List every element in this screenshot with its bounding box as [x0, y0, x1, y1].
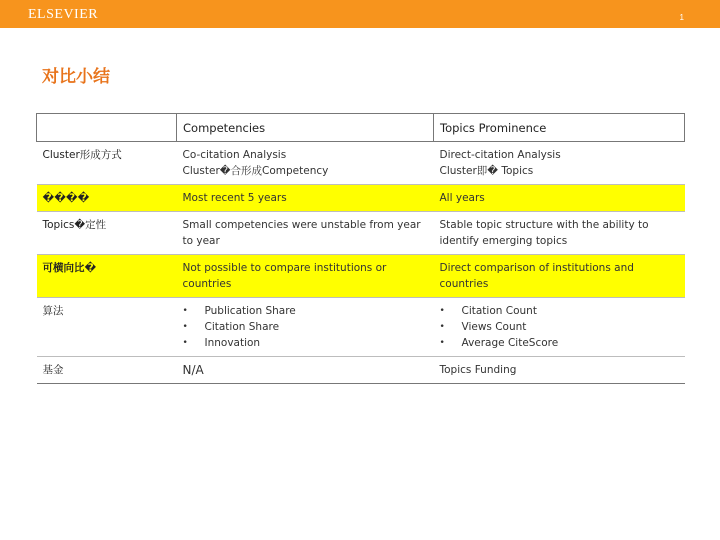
table-row-time-window — [37, 185, 685, 212]
cell-text: Cluster�合形成Competency — [182, 165, 329, 177]
competencies-cell: N/A — [177, 357, 434, 384]
competencies-cell: Not possible to compare institutions or countries — [177, 255, 434, 298]
page-number: 1 — [679, 13, 684, 22]
competencies-cell — [177, 185, 434, 212]
row-label: 算法 — [37, 298, 177, 357]
bullet-list — [440, 303, 679, 351]
topics-cell: Topics Funding — [434, 357, 685, 384]
bullet-list — [183, 303, 428, 351]
cell-text: Direct-citation Analysis — [439, 149, 561, 161]
row-label: Cluster形成方式 — [37, 142, 177, 185]
cell-text: All years — [439, 192, 485, 204]
competencies-cell — [177, 298, 434, 357]
list-item: • Citation Count — [440, 303, 679, 319]
table-row-funding — [37, 357, 685, 384]
table-header-row — [37, 114, 685, 142]
cell-text: Cluster即� Topics — [439, 165, 534, 177]
list-item: • Average CiteScore — [440, 335, 679, 351]
row-label: 基金 — [37, 357, 177, 384]
header-cell-empty — [37, 114, 177, 142]
table-row-algorithm — [37, 298, 685, 357]
list-item: • Publication Share — [183, 303, 428, 319]
header-bar — [0, 0, 720, 28]
row-label: ���� — [37, 185, 177, 212]
elsevier-logo: ELSEVIER — [28, 7, 99, 22]
header-cell-topics-prominence: Topics Prominence — [434, 114, 685, 142]
competencies-cell: Small competencies were unstable from year to year — [177, 212, 434, 255]
row-label: Topics�定性 — [37, 212, 177, 255]
table-row-comparability — [37, 255, 685, 298]
comparison-table — [36, 113, 685, 384]
topics-cell: Direct comparison of institutions and countries — [434, 255, 685, 298]
topics-cell — [434, 142, 685, 185]
list-item: • Views Count — [440, 319, 679, 335]
cell-text: Co-citation Analysis — [182, 149, 287, 161]
topics-cell — [434, 298, 685, 357]
list-item: • Innovation — [183, 335, 428, 351]
topics-cell: Stable topic structure with the ability to identify emerging topics — [434, 212, 685, 255]
header-cell-competencies: Competencies — [177, 114, 434, 142]
slide-title: 对比小结 — [42, 67, 110, 87]
competencies-cell — [177, 142, 434, 185]
list-item: • Citation Share — [183, 319, 428, 335]
table-row-cluster-formation — [37, 142, 685, 185]
topics-cell — [434, 185, 685, 212]
row-label: 可横向比� — [37, 255, 177, 298]
cell-text: Most recent 5 years — [182, 192, 287, 204]
table-row-topic-stability — [37, 212, 685, 255]
